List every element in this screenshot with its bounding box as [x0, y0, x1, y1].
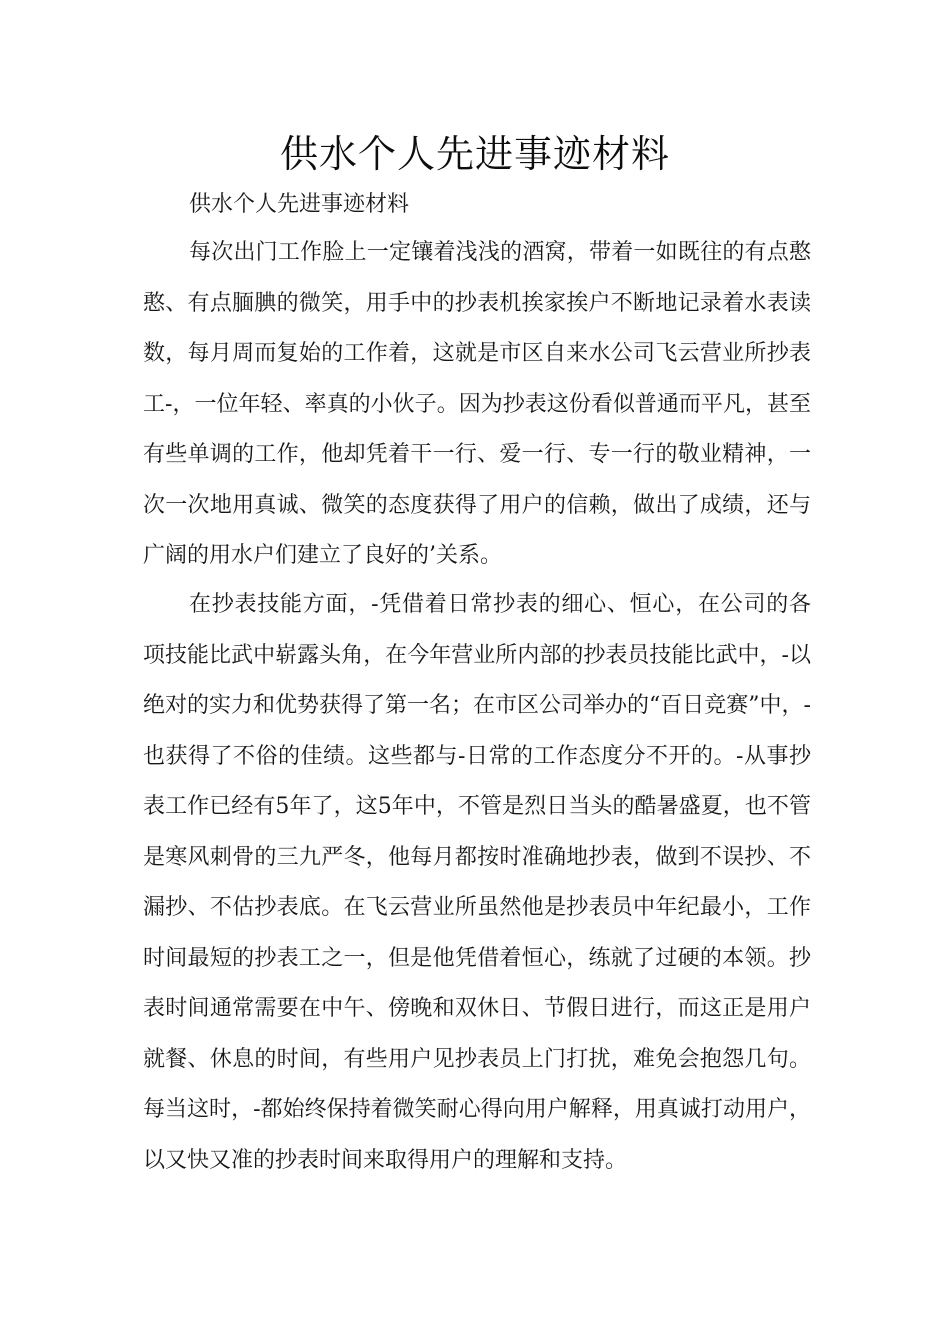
- document-subtitle-block: [143, 180, 811, 231]
- paragraph-1: 每次出门工作脸上一定镶着浅浅的酒窝，带着一如既往的有点憨憨、有点腼腆的微笑，用手中的抄表机挨家挨户不断地记录着水表读数，每月周而复始的工作着，这就是市区自来水公司飞云营业所抄表工-，一位年轻、率真的小伙子。因为抄表这份看似普通而平凡，甚至有些单调的工作，他却凭着干一行、爱一行、专一行的敬业精神，一次一次地用真诚、微笑的态度获得了用户的信赖，做出了成绩，还与广阔的用水户们建立了良好的’关系。: [143, 240, 811, 568]
- paragraph-block-2: [143, 580, 811, 1186]
- document-subtitle: 供水个人先进事迹材料: [189, 192, 410, 217]
- paragraph-block-1: [143, 228, 811, 582]
- paragraph-2: 在抄表技能方面，-凭借着日常抄表的细心、恒心，在公司的各项技能比武中崭露头角，在今年营业所内部的抄表员技能比武中，-以绝对的实力和优势获得了第一名；在市区公司举办的“百日竞赛”中，-也获得了不俗的佳绩。这些都与-日常的工作态度分不开的。-从事抄表工作已经有5年了，这5年中，不管是烈日当头的酷暑盛夏，也不管是寒风刺骨的三九严冬，他每月都按时准确地抄表，做到不误抄、不漏抄、不估抄表底。在飞云营业所虽然他是抄表员中年纪最小，工作时间最短的抄表工之一，但是他凭借着恒心，练就了过硬的本领。抄表时间通常需要在中午、傍晚和双休日、节假日进行，而这正是用户就餐、休息的时间，有些用户见抄表员上门打扰，难免会抱怨几句。每当这时，-都始终保持着微笑耐心得向用户解释，用真诚打动用户，以又快又准的抄表时间来取得用户的理解和支持。: [143, 592, 811, 1173]
- document-title: 供水个人先进事迹材料: [279, 132, 670, 176]
